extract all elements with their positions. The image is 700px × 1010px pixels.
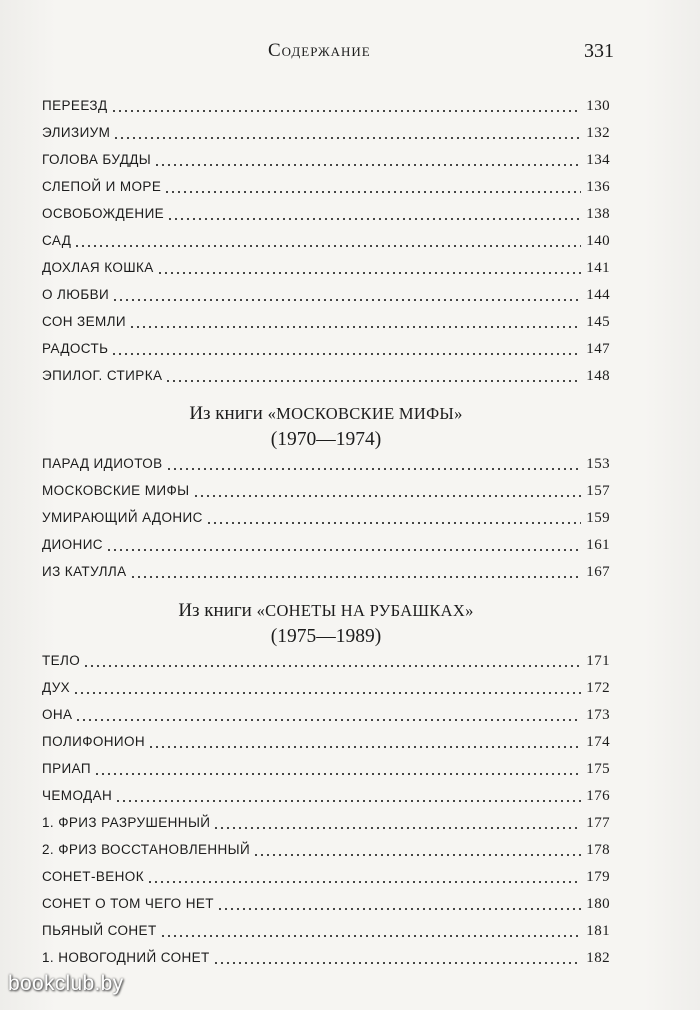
toc-entry-page: 136 [586, 179, 610, 195]
dot-leader [111, 335, 581, 362]
toc-entry-page: 147 [586, 341, 610, 357]
toc-entry-page: 141 [586, 260, 610, 276]
section-prefix: Из книги [178, 600, 257, 621]
dot-leader [94, 755, 581, 782]
toc-entry-page: 134 [586, 152, 610, 168]
toc-entry-page: 132 [586, 125, 610, 141]
section-heading [42, 400, 610, 427]
toc-entry-title: САД [42, 233, 72, 248]
toc-entry-title: СОНЕТ-ВЕНОК [42, 869, 144, 884]
toc-entry-title: ДИОНИС [42, 537, 103, 552]
section-years: (1970—1974) [270, 429, 382, 450]
toc-entry-page: 138 [586, 206, 610, 222]
site-watermark: bookclub.by [8, 972, 124, 995]
toc-entry-page: 180 [586, 896, 610, 912]
toc-entry-title: ПОЛИФОНИОН [42, 734, 146, 749]
toc-entry-title: СОН ЗЕМЛИ [42, 314, 127, 329]
toc-entry-title: ОСВОБОЖДЕНИЕ [42, 206, 165, 221]
toc-entry [42, 173, 610, 200]
dot-leader [213, 944, 581, 971]
toc-entry [42, 254, 610, 281]
toc-entry-page: 171 [586, 653, 610, 669]
toc-entry [42, 728, 610, 755]
toc-entry [42, 200, 610, 227]
toc-entry [42, 782, 610, 809]
toc-entry-title: 1. НОВОГОДНИЙ СОНЕТ [42, 950, 210, 965]
toc-entry-title: РАДОСТЬ [42, 341, 109, 356]
section-heading [42, 597, 610, 624]
toc-entry-page: 176 [586, 788, 610, 804]
dot-leader [160, 917, 581, 944]
dot-leader [113, 119, 581, 146]
toc-entry [42, 917, 610, 944]
toc-entry [42, 362, 610, 389]
toc-entry [42, 558, 610, 585]
dot-leader [112, 281, 581, 308]
toc-entry-title: СЛЕПОЙ И МОРЕ [42, 179, 162, 194]
toc-entry [42, 281, 610, 308]
dot-leader [129, 308, 581, 335]
toc-entry-title: ЭЛИЗИУМ [42, 125, 111, 140]
toc-entry-page: 178 [586, 842, 610, 858]
toc-entry [42, 450, 610, 477]
dot-leader [75, 701, 581, 728]
dot-leader [253, 836, 581, 863]
toc-entry [42, 890, 610, 917]
dot-leader [74, 227, 581, 254]
toc-entry [42, 755, 610, 782]
toc-entry-page: 148 [586, 368, 610, 384]
toc-entry-title: ДОХЛАЯ КОШКА [42, 260, 154, 275]
toc-entry-page: 173 [586, 707, 610, 723]
toc-entry [42, 119, 610, 146]
toc-entry-page: 140 [586, 233, 610, 249]
toc-entry-title: ТЕЛО [42, 653, 81, 668]
toc-entry [42, 701, 610, 728]
toc-entry [42, 863, 610, 890]
toc-entry-page: 159 [586, 510, 610, 526]
toc-entry [42, 308, 610, 335]
toc-entry-page: 157 [586, 483, 610, 499]
toc-entry-title: О ЛЮБВИ [42, 287, 110, 302]
toc-entry-page: 175 [586, 761, 610, 777]
toc-entry [42, 477, 610, 504]
dot-leader [115, 782, 581, 809]
toc-entry-page: 172 [586, 680, 610, 696]
toc-entry-page: 153 [586, 456, 610, 472]
toc-entry-title: ДУХ [42, 680, 71, 695]
dot-leader [106, 531, 581, 558]
section-prefix: Из книги [189, 403, 268, 424]
toc-entry-title: ИЗ КАТУЛЛА [42, 564, 127, 579]
toc-entry-title: ЭПИЛОГ. СТИРКА [42, 368, 163, 383]
section-book-name: «СОНЕТЫ НА РУБАШКАХ» [256, 601, 474, 620]
dot-leader [148, 728, 581, 755]
toc-entry [42, 146, 610, 173]
toc-entry-title: ПЕРЕЕЗД [42, 98, 108, 113]
toc-entry-page: 181 [586, 923, 610, 939]
page-number: 331 [584, 40, 614, 62]
dot-leader [206, 504, 581, 531]
toc-entry [42, 944, 610, 971]
section-book-name: «МОСКОВСКИЕ МИФЫ» [267, 404, 463, 423]
toc-entry-title: УМИРАЮЩИЙ АДОНИС [42, 510, 203, 525]
toc-group-3 [42, 647, 610, 971]
dot-leader [167, 200, 581, 227]
toc-entry-page: 182 [586, 950, 610, 966]
toc-entry-page: 161 [586, 537, 610, 553]
running-title: Содержание [268, 40, 371, 61]
toc-entry [42, 836, 610, 863]
toc-entry [42, 227, 610, 254]
toc-entry [42, 504, 610, 531]
toc-entry-page: 179 [586, 869, 610, 885]
toc-entry-page: 167 [586, 564, 610, 580]
toc-entry-page: 130 [586, 98, 610, 114]
toc-entry-title: 1. ФРИЗ РАЗРУШЕННЫЙ [42, 815, 211, 830]
dot-leader [193, 477, 582, 504]
toc-entry-title: ПАРАД ИДИОТОВ [42, 456, 163, 471]
toc-entry-title: ПЬЯНЫЙ СОНЕТ [42, 923, 157, 938]
toc-entry [42, 531, 610, 558]
toc-entry-title: ЧЕМОДАН [42, 788, 113, 803]
toc-entry-page: 145 [586, 314, 610, 330]
toc-entry-title: СОНЕТ О ТОМ ЧЕГО НЕТ [42, 896, 214, 911]
dot-leader [165, 362, 581, 389]
dot-leader [154, 146, 581, 173]
dot-leader [164, 173, 581, 200]
toc-entry [42, 674, 610, 701]
dot-leader [157, 254, 581, 281]
toc-entry [42, 647, 610, 674]
toc-entry [42, 335, 610, 362]
dot-leader [73, 674, 581, 701]
toc-group-1 [42, 92, 610, 389]
dot-leader [147, 863, 581, 890]
dot-leader [111, 92, 581, 119]
toc-group-2 [42, 450, 610, 585]
dot-leader [130, 558, 581, 585]
toc-entry-title: МОСКОВСКИЕ МИФЫ [42, 483, 190, 498]
dot-leader [166, 450, 581, 477]
toc-entry-title: 2. ФРИЗ ВОССТАНОВЛЕННЫЙ [42, 842, 251, 857]
toc-entry-page: 177 [586, 815, 610, 831]
toc-entry [42, 809, 610, 836]
toc-entry [42, 92, 610, 119]
toc-entry-title: ГОЛОВА БУДДЫ [42, 152, 152, 167]
section-years: (1975—1989) [270, 626, 382, 647]
toc-entry-title: ОНА [42, 707, 73, 722]
dot-leader [217, 890, 581, 917]
toc-entry-page: 174 [586, 734, 610, 750]
toc-entry-title: ПРИАП [42, 761, 91, 776]
dot-leader [213, 809, 581, 836]
toc-entry-page: 144 [586, 287, 610, 303]
dot-leader [83, 647, 581, 674]
